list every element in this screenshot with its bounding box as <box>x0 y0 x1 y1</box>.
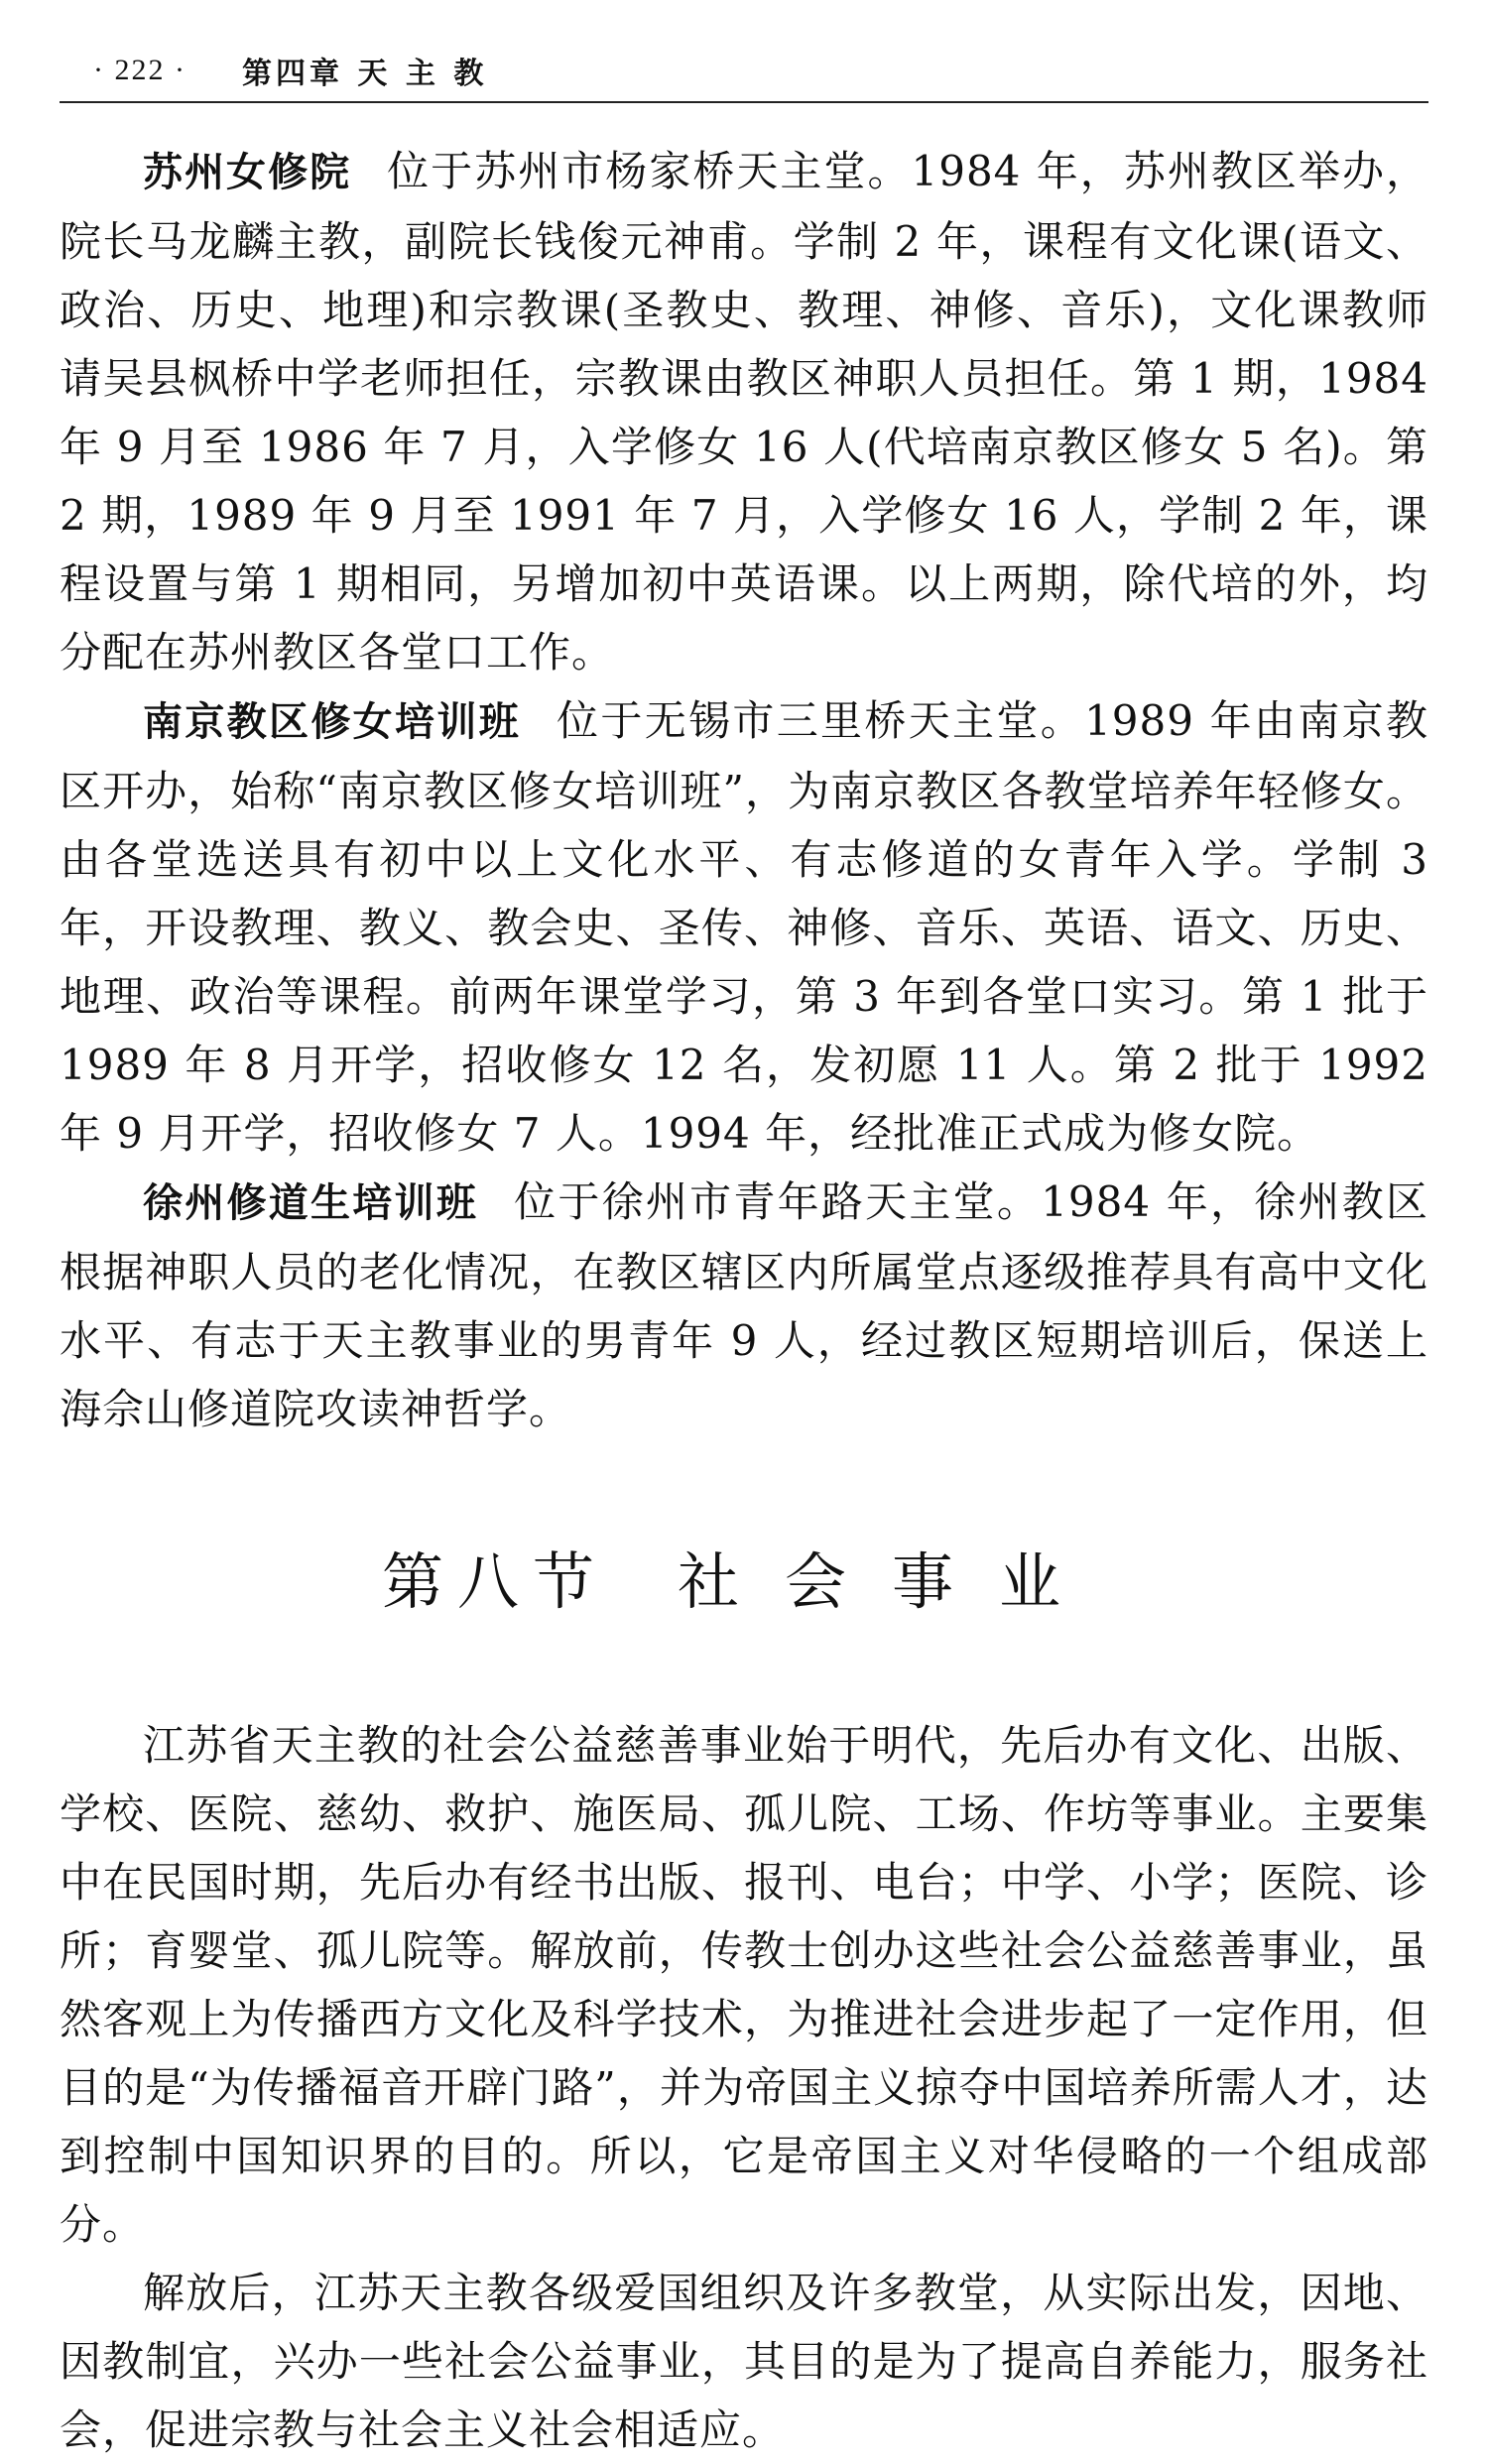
chapter-title: 第四章 天 主 教 <box>241 57 488 91</box>
page-body <box>60 137 1428 2464</box>
entry-paragraph <box>60 137 1428 686</box>
entry-title: 苏州女修院 <box>143 150 352 195</box>
page-number: · 222 · <box>93 54 186 86</box>
entry-paragraph <box>60 686 1428 1168</box>
section-title: 社会事业 <box>678 1545 1107 1618</box>
body-paragraph: 解放后，江苏天主教各级爱国组织及许多教堂，从实际出发，因地、因教制宜，兴办一些社会公益事业，其目的是为了提高自养能力，服务社会，促进宗教与社会主义社会相适应。 <box>60 2269 1428 2454</box>
entry-title: 南京教区修女培训班 <box>143 699 522 745</box>
entry-title: 徐州修道生培训班 <box>143 1180 479 1226</box>
entry-text: 位于苏州市杨家桥天主堂。1984 年，苏州教区举办，院长马龙麟主教，副院长钱俊元神甫。学制 2 年，课程有文化课(语文、政治、历史、地理)和宗教课(圣教史、教理、神修、音乐)，文化课教师请吴县枫桥中学老师担任，宗教课由教区神职人员担任。第 1 期，1984 年 9 月至 1986 年 7 月，入学修女 16 人(代培南京教区修女 5 名)。第 2 期，1989 年 9 月至 1991 年 7 月，入学修女 16 人，学制 2 年，课程设置与第 1 期相同，另增加初中英语课。以上两期，除代培的外，均分配在苏州教区各堂口工作。 <box>60 147 1429 677</box>
entry-paragraph <box>60 1168 1428 1443</box>
entry-text: 位于徐州市青年路天主堂。1984 年，徐州教区根据神职人员的老化情况，在教区辖区内所属堂点逐级推荐具有高中文化水平、有志于天主教事业的男青年 9 人，经过教区短期培训后，保送上海佘山修道院攻读神哲学。 <box>60 1177 1428 1433</box>
body-paragraph: 江苏省天主教的社会公益慈善事业始于明代，先后办有文化、出版、学校、医院、慈幼、救护、施医局、孤儿院、工场、作坊等事业。主要集中在民国时期，先后办有经书出版、报刊、电台；中学、小学；医院、诊所；育婴堂、孤儿院等。解放前，传教士创办这些社会公益慈善事业，虽然客观上为传播西方文化及科学技术，为推进社会进步起了一定作用，但目的是“为传播福音开辟门路”，并为帝国主义掠夺中国培养所需人才，达到控制中国知识界的目的。所以，它是帝国主义对华侵略的一个组成部分。 <box>60 1721 1428 2249</box>
running-header <box>60 40 1428 103</box>
book-page <box>60 0 1429 2454</box>
entry-text: 位于无锡市三里桥天主堂。1989 年由南京教区开办，始称“南京教区修女培训班”，为南京教区各教堂培养年轻修女。由各堂选送具有初中以上文化水平、有志修道的女青年入学。学制 3 年，开设教理、教义、教会史、圣传、神修、音乐、英语、语文、历史、地理、政治等课程。前两年课堂学习，第 3 年到各堂口实习。第 1 批于 1989 年 8 月开学，招收修女 12 名，发初愿 11 人。第 2 批于 1992 年 9 月开学，招收修女 7 人。1994 年，经批准正式成为修女院。 <box>60 696 1428 1158</box>
section-heading <box>60 1542 1428 1622</box>
section-number: 第八节 <box>381 1545 608 1618</box>
